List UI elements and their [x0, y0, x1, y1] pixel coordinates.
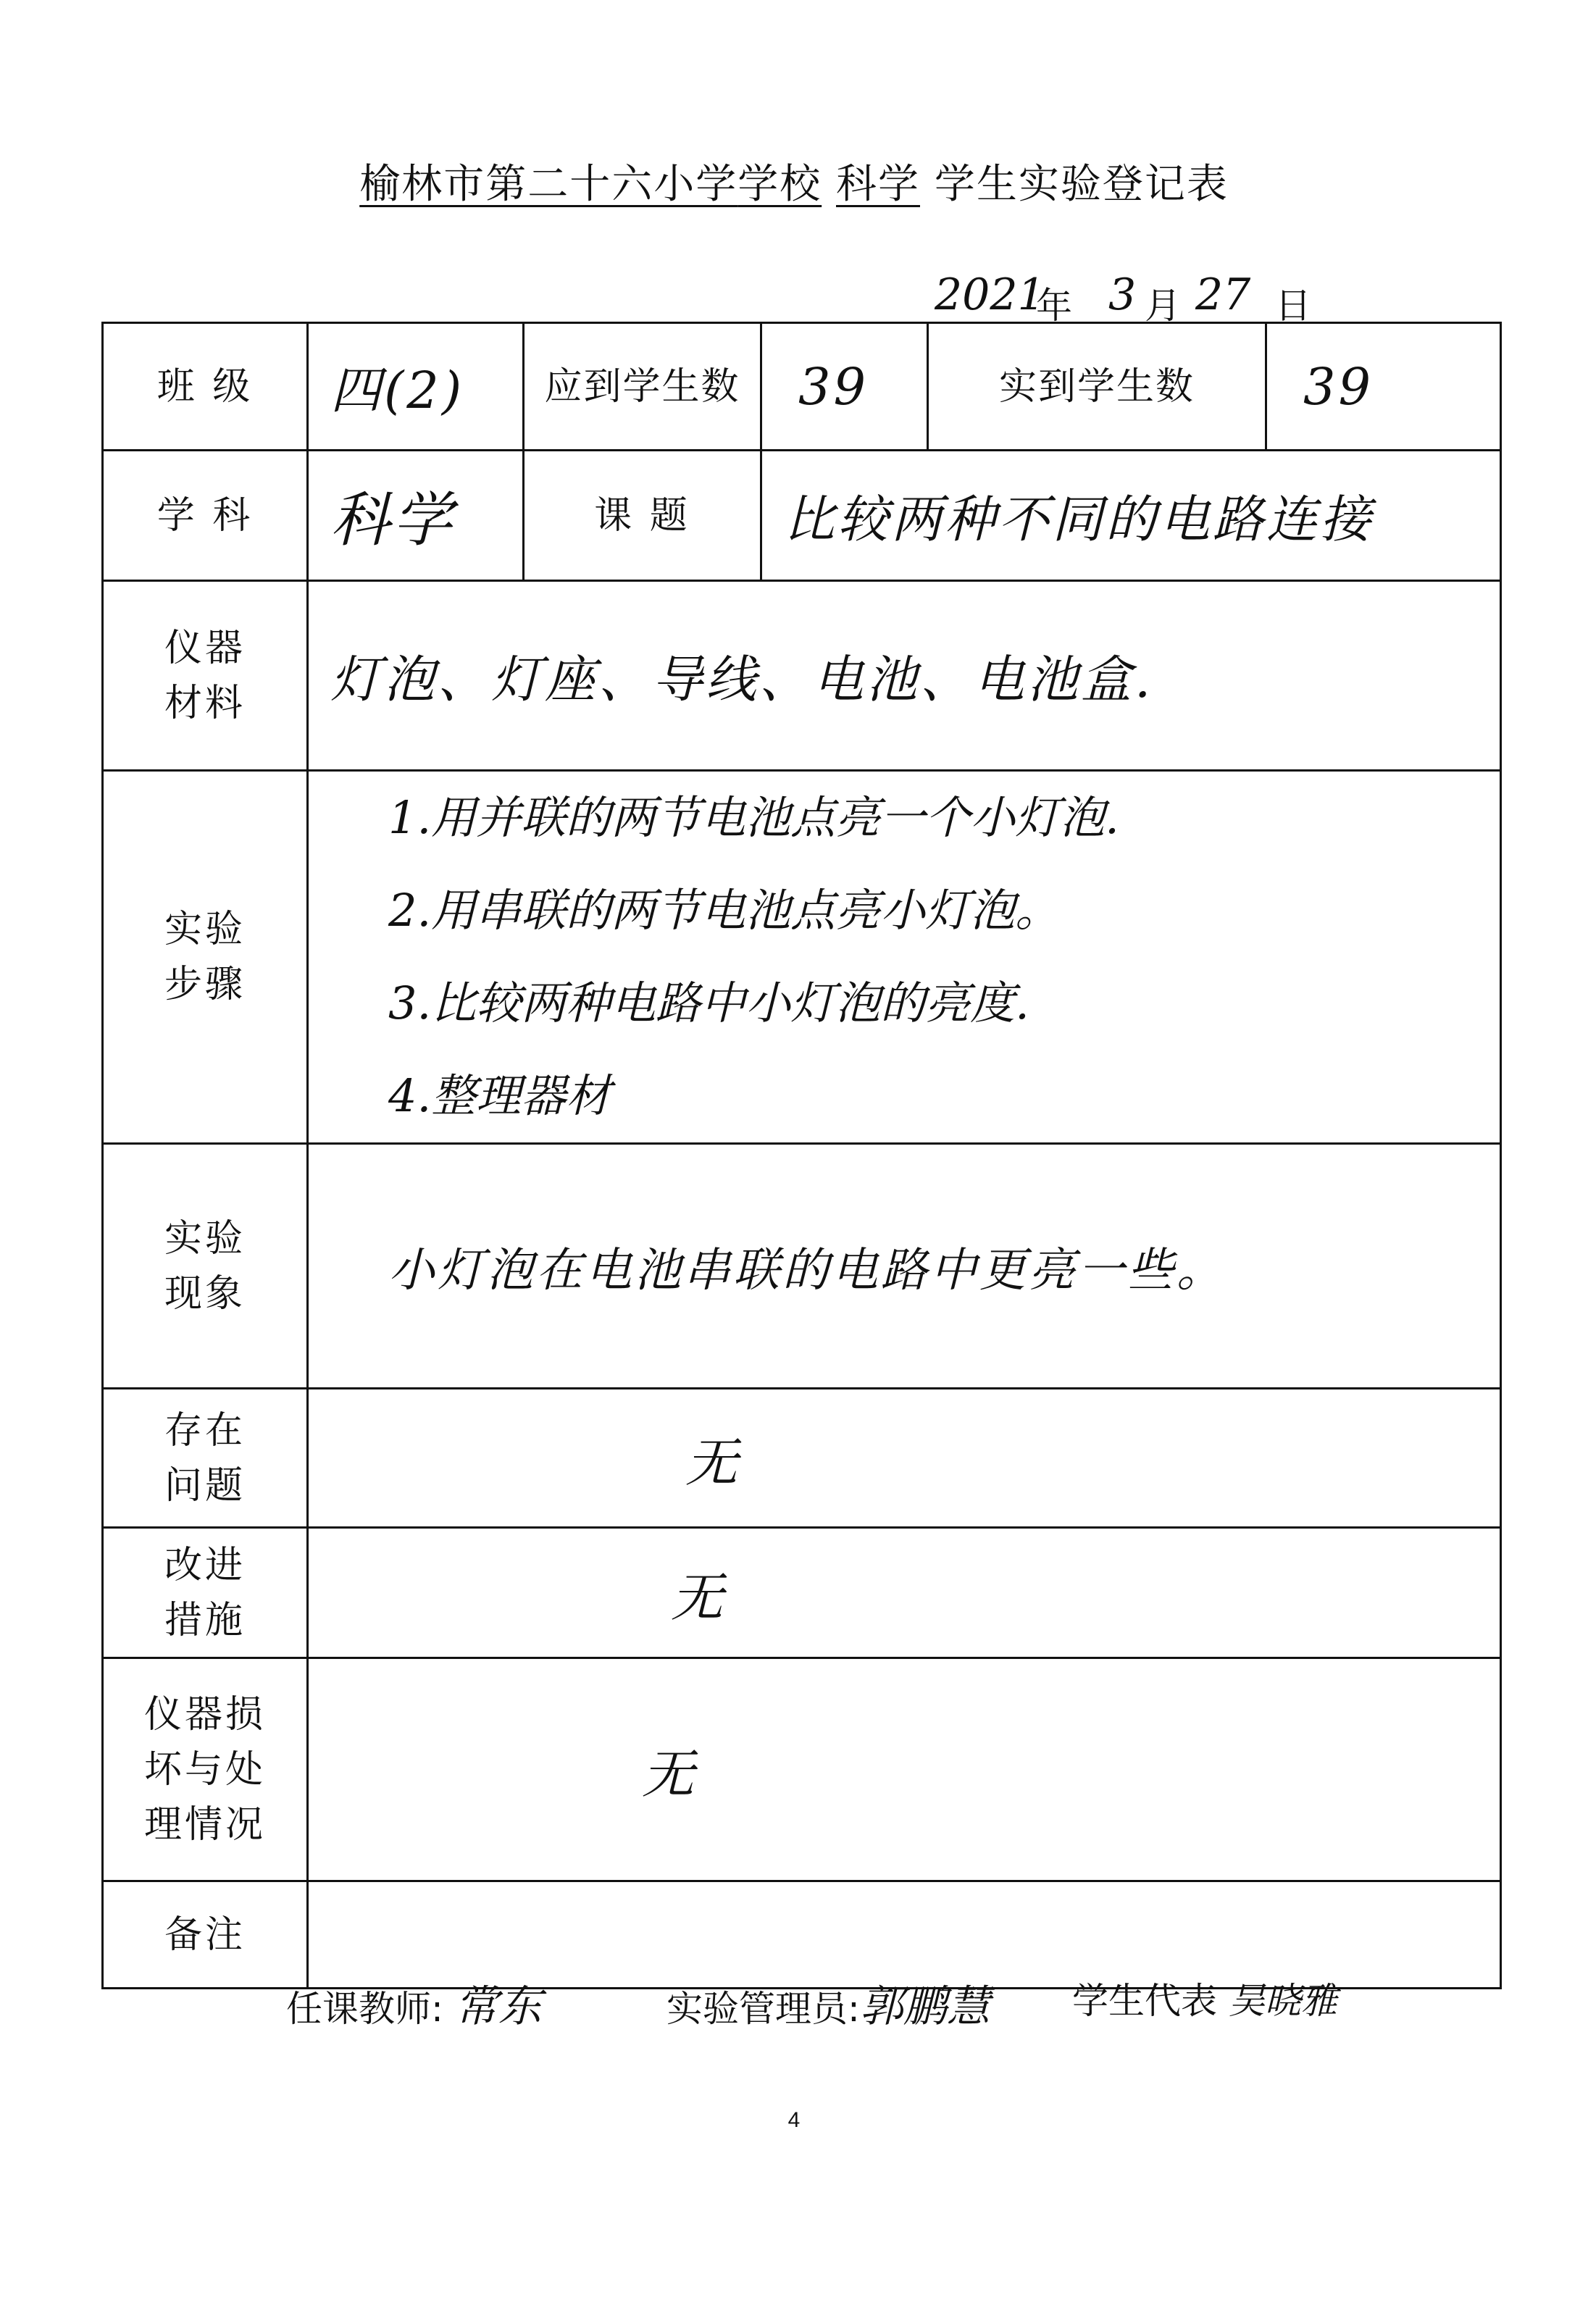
student-name: 吴晓雅 [1228, 1980, 1337, 2022]
damage-value: 无 [308, 1658, 1501, 1881]
title-suffix: 学生实验登记表 [934, 161, 1229, 208]
row-problems [103, 1389, 1501, 1528]
problems-label-line: 存在 [164, 1408, 246, 1452]
actual-value: 39 [1266, 323, 1501, 451]
date-year: 2021 [935, 269, 1045, 320]
manager-label: 实验管理员: [666, 1988, 860, 2030]
class-value: 四(2) [308, 323, 524, 451]
step-item: 1.用并联的两节电池点亮一个小灯泡. [388, 791, 1119, 844]
subject-value: 科学 [308, 451, 524, 581]
improve-label [103, 1528, 308, 1658]
remarks-label: 备注 [103, 1881, 308, 1989]
step-item: 3.比较两种电路中小灯泡的亮度. [388, 977, 1029, 1029]
improve-label-line: 改进 [164, 1543, 246, 1587]
damage-label-line: 坏与处 [143, 1747, 266, 1792]
teacher-label: 任课教师: [286, 1988, 443, 2030]
steps-label-line: 实验 [164, 908, 246, 951]
materials-label [103, 581, 308, 771]
date-day: 27 [1195, 269, 1251, 320]
materials-value: 灯泡、灯座、导线、电池、电池盒. [308, 581, 1501, 771]
step-item: 2.用串联的两节电池点亮小灯泡。 [388, 884, 1061, 937]
row-damage [103, 1658, 1501, 1881]
date-month-label: 月 [1145, 285, 1181, 327]
damage-label-line: 理情况 [143, 1802, 266, 1847]
date-day-label: 日 [1275, 285, 1311, 327]
manager-signature [666, 1972, 990, 2034]
problems-label [103, 1389, 308, 1528]
steps-list [308, 771, 1501, 1144]
actual-label: 实到学生数 [928, 323, 1266, 451]
damage-label-line: 仪器损 [143, 1692, 266, 1736]
improve-label-line: 措施 [164, 1598, 246, 1642]
step-item: 4.整理器材 [388, 1069, 611, 1122]
phenomenon-value: 小灯泡在电池串联的电路中更亮一些。 [308, 1144, 1501, 1389]
damage-label [103, 1658, 308, 1881]
row-steps [103, 771, 1501, 1144]
phenomenon-label-line: 现象 [164, 1271, 246, 1316]
title-subject: 科学 [836, 161, 920, 208]
title-school: 榆林市第二十六小学 [359, 161, 738, 208]
date-year-label: 年 [1036, 285, 1072, 327]
date-month: 3 [1108, 269, 1137, 320]
student-signature [1072, 1972, 1337, 2024]
expected-value: 39 [761, 323, 928, 451]
registration-form-table [101, 322, 1502, 1989]
steps-label-line: 步骤 [164, 963, 246, 1006]
subject-label: 学 科 [103, 451, 308, 581]
phenomenon-label-line: 实验 [164, 1216, 246, 1261]
topic-label: 课 题 [524, 451, 761, 581]
expected-label: 应到学生数 [524, 323, 761, 451]
title-school-suffix: 学校 [737, 161, 822, 208]
improve-value: 无 [308, 1528, 1501, 1658]
teacher-signature [286, 1972, 542, 2034]
manager-name: 郭鹏慧 [859, 1981, 990, 2032]
row-materials [103, 581, 1501, 771]
problems-value: 无 [308, 1389, 1501, 1528]
materials-label-line: 材料 [164, 681, 246, 725]
class-label: 班 级 [103, 323, 308, 451]
row-subject [103, 451, 1501, 581]
topic-value: 比较两种不同的电路连接 [761, 451, 1501, 581]
row-phenomenon [103, 1144, 1501, 1389]
row-improve [103, 1528, 1501, 1658]
steps-label [103, 771, 308, 1144]
page-title [0, 152, 1588, 210]
row-class [103, 323, 1501, 451]
student-label: 学生代表 [1072, 1980, 1217, 2022]
phenomenon-label [103, 1144, 308, 1389]
page-number: 4 [787, 2108, 801, 2132]
problems-label-line: 问题 [164, 1463, 246, 1508]
materials-label-line: 仪器 [164, 626, 246, 670]
teacher-name: 常东 [454, 1981, 542, 2032]
